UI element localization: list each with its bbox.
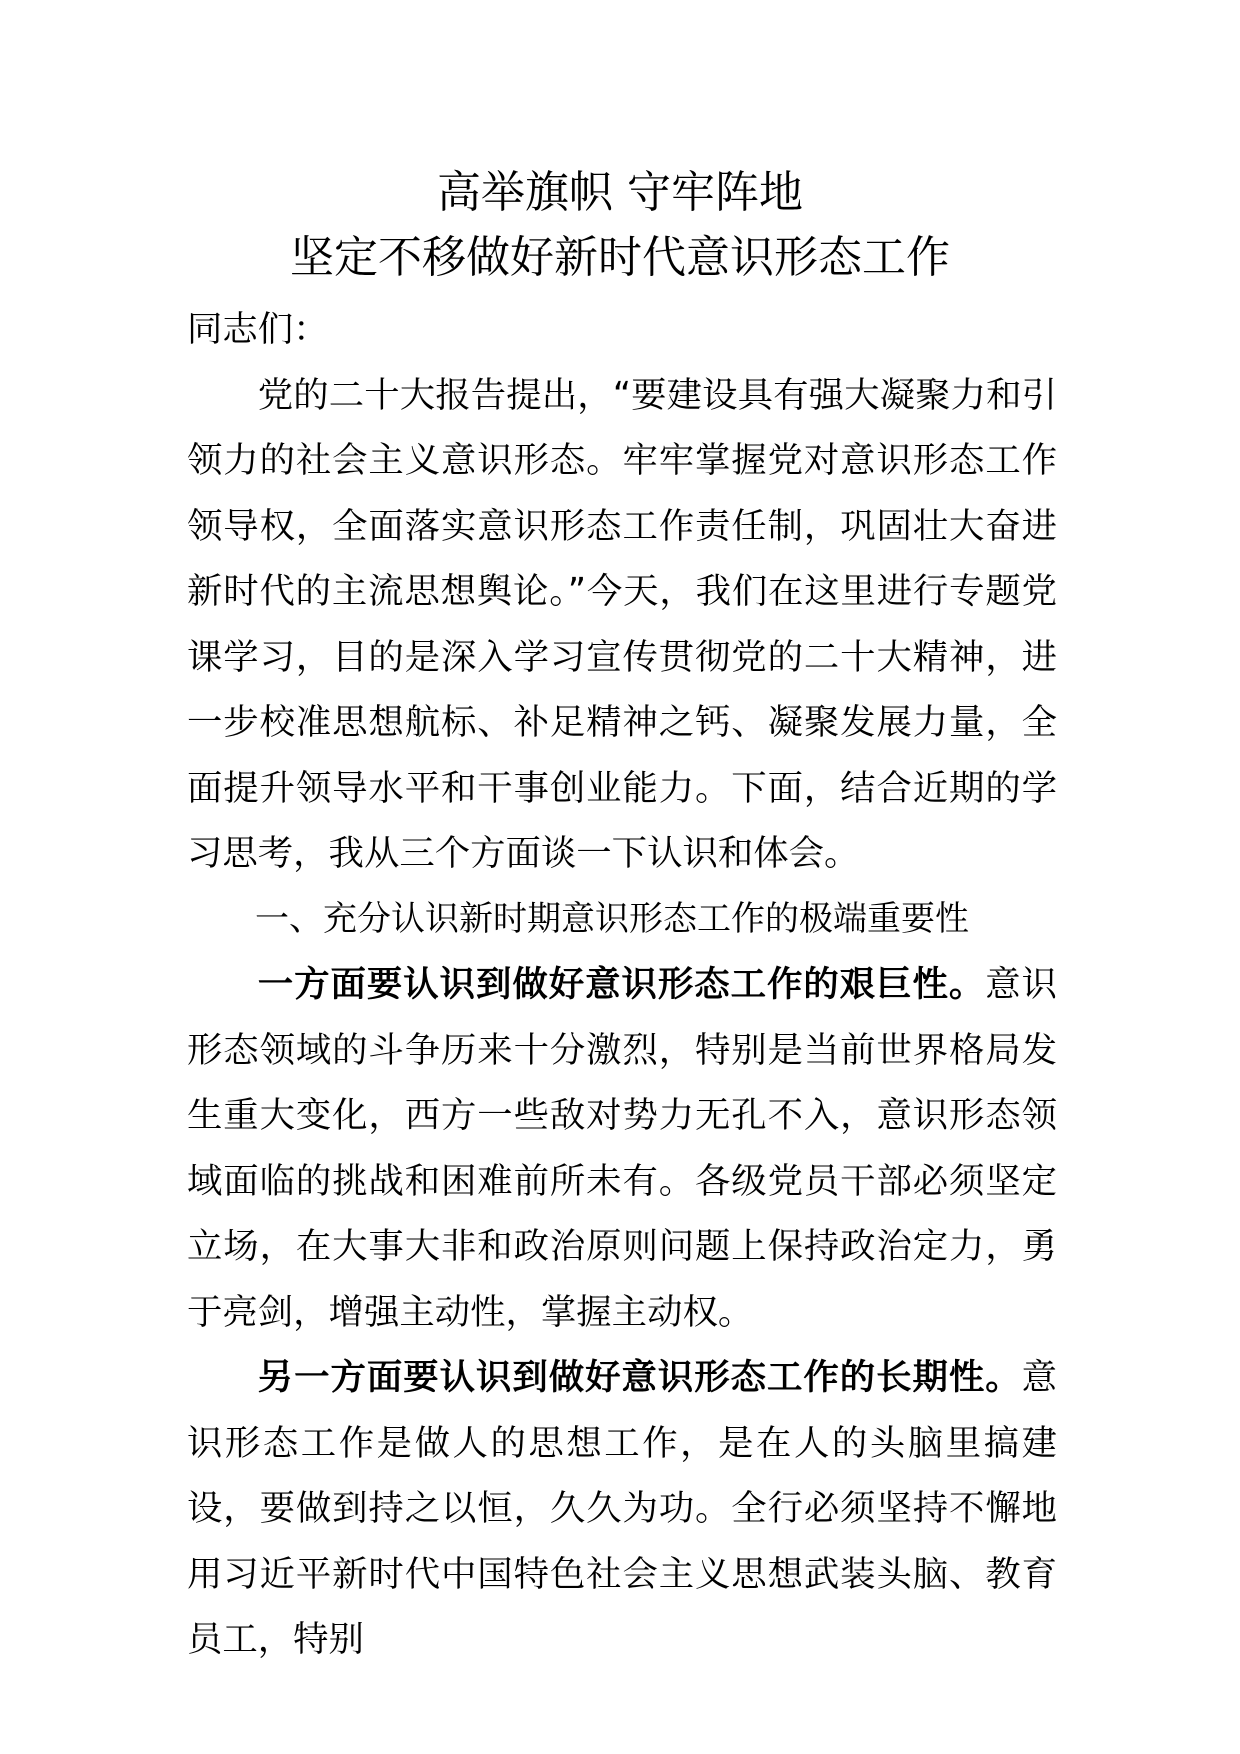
intro-paragraph: 党的二十大报告提出，“要建设具有强大凝聚力和引领力的社会主义意识形态。牢牢掌握党对意识形态工作领导权，全面落实意识形态工作责任制，巩固壮大奋进新时代的主流思想舆论。”今天，我们在这里进行专题党课学习，目的是深入学习宣传贯彻党的二十大精神，进一步校准思想航标、补足精神之钙、凝聚发展力量，全面提升领导水平和干事创业能力。下面，结合近期的学习思考，我从三个方面谈一下认识和体会。 [187, 374, 1057, 874]
point-one-lead: 一方面要认识到做好意识形态工作的艰巨性。 [257, 964, 986, 1005]
point-one-paragraph [187, 952, 1057, 1345]
section-heading: 一、充分认识新时期意识形态工作的极端重要性 [255, 898, 969, 939]
point-two-lead: 另一方面要认识到做好意识形态工作的长期性。 [257, 1357, 1022, 1398]
document-body [187, 297, 1057, 1673]
point-two-paragraph [187, 1345, 1057, 1673]
document-title-line2: 坚定不移做好新时代意识形态工作 [290, 232, 950, 283]
greeting: 同志们： [187, 309, 329, 350]
point-two-text: 意识形态工作是做人的思想工作，是在人的头脑里搞建设，要做到持之以恒，久久为功。全行必须坚持不懈地用习近平新时代中国特色社会主义思想武装头脑、教育员工，特别 [187, 1357, 1057, 1660]
point-one-text: 意识形态领域的斗争历来十分激烈，特别是当前世界格局发生重大变化，西方一些敌对势力无孔不入，意识形态领域面临的挑战和困难前所未有。各级党员干部必须坚定立场，在大事大非和政治原则问题上保持政治定力，勇于亮剑，增强主动性，掌握主动权。 [187, 964, 1058, 1333]
document-title-line1: 高举旗帜 守牢阵地 [437, 167, 803, 218]
